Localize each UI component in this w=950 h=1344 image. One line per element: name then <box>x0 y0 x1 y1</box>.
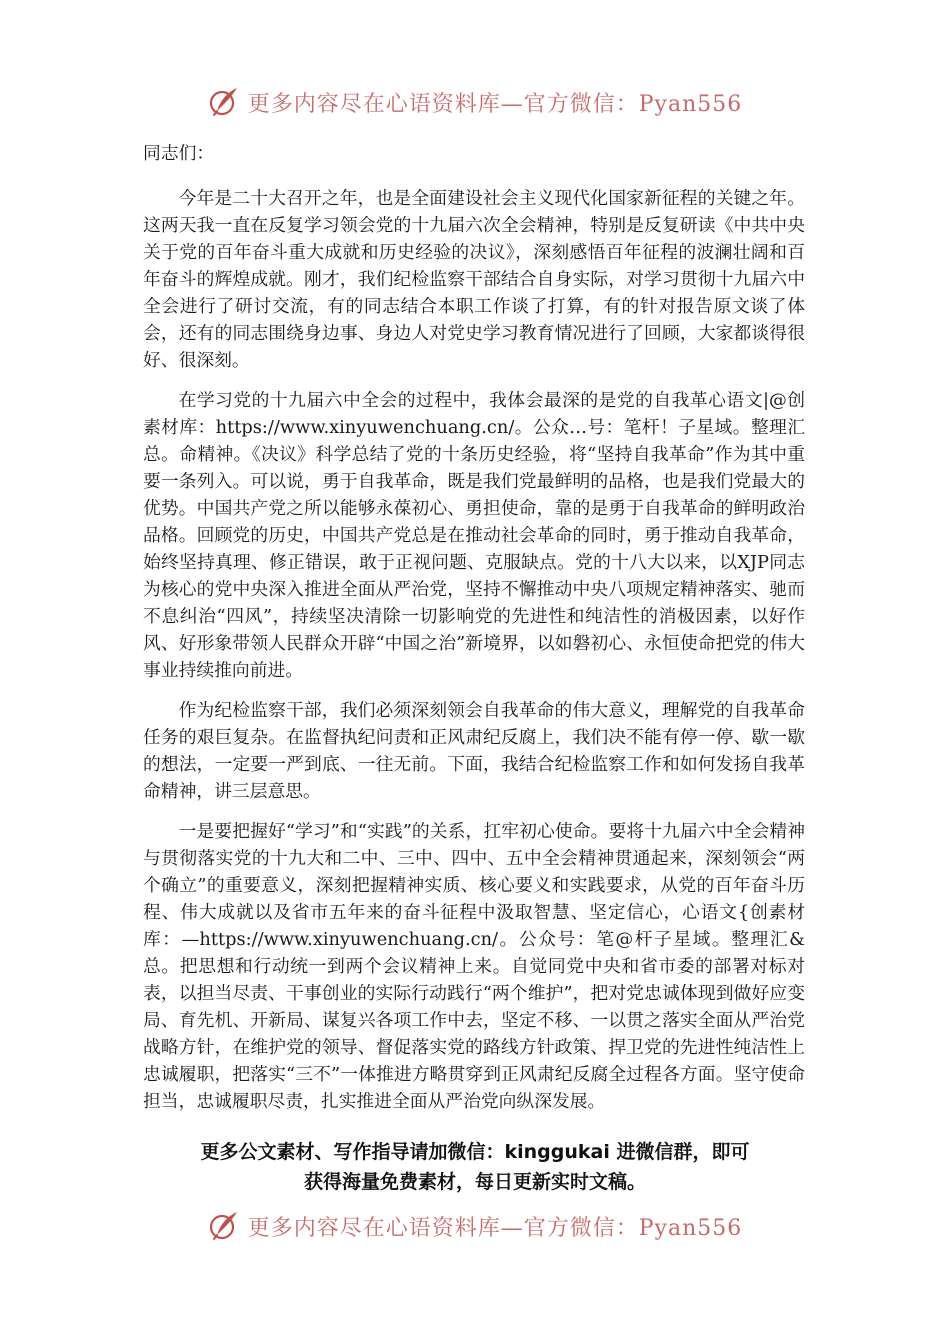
document-body <box>143 140 805 1128</box>
paragraph-2: 在学习党的十九届六中全会的过程中，我体会最深的是党的自我革心语文|@创素材库：https://www.xinyuwenchuang.cn/。公众…号：笔杆！子星域。整理汇总。命精神。《决议》科学总结了党的十条历史经验，将“坚持自我革命”作为其中重要一条列入。可以说，勇于自我革命，既是我们党最鲜明的品格，也是我们党最大的优势。中国共产党之所以能够永葆初心、勇担使命，靠的是勇于自我革命的鲜明政治品格。回顾党的历史，中国共产党总是在推动社会革命的同时，勇于推动自我革命，始终坚持真理、修正错误，敢于正视问题、克服缺点。党的十八大以来，以XJP同志为核心的党中央深入推进全面从严治党，坚持不懈推动中央八项规定精神落实、驰而不息纠治“四风”，持续坚决清除一切影响党的先进性和纯洁性的消极因素，以好作风、好形象带领人民群众开辟“中国之治”新境界，以如磐初心、永恒使命把党的伟大事业持续推向前进。 <box>143 390 805 681</box>
promo-line-1: 更多公文素材、写作指导请加微信：kinggukai 进微信群，即可 <box>200 1141 750 1163</box>
header-banner <box>0 86 950 118</box>
paragraph-3: 作为纪检监察干部，我们必须深刻领会自我革命的伟大意义，理解党的自我革命任务的艰巨复杂。在监督执纪问责和正风肃纪反腐上，我们决不能有停一停、歇一歇的想法，一定要一严到底、一往无前。下面，我结合纪检监察工作和如何发扬自我革命精神，讲三层意思。 <box>143 700 805 802</box>
header-banner-text: 更多内容尽在心语资料库—官方微信：Pyan556 <box>247 91 743 117</box>
promo-notice <box>120 1137 830 1197</box>
paragraph-4: 一是要把握好“学习”和“实践”的关系，扛牢初心使命。要将十九届六中全会精神与贯彻落实党的十九大和二中、三中、四中、五中全会精神贯通起来，深刻领会“两个确立”的重要意义，深刻把握精神实质、核心要义和实践要求，从党的百年奋斗历程、伟大成就以及省市五年来的奋斗征程中汲取智慧、坚定信心，心语文{创素材库：—https://www.xinyuwenchuang.cn/。公众号：笔@杆子星域。整理汇&总。把思想和行动统一到两个会议精神上来。自觉同党中央和省市委的部署对标对表，以担当尽责、干事创业的实际行动践行“两个维护”，把对党忠诚体现到做好应变局、育先机、开新局、谋复兴各项工作中去，坚定不移、一以贯之落实全面从严治党战略方针，在维护党的领导、督促落实党的路线方针政策、捍卫党的先进性纯洁性上忠诚履职，把落实“三不”一体推进方略贯穿到正风肃纪反腐全过程各方面。坚守使命担当，忠诚履职尽责，扎实推进全面从严治党向纵深发展。 <box>143 821 805 1112</box>
footer-banner <box>0 1210 950 1242</box>
paragraph-1: 今年是二十大召开之年，也是全面建设社会主义现代化国家新征程的关键之年。这两天我一直在反复学习领会党的十九届六次全会精神，特别是反复研读《中共中央关于党的百年奋斗重大成就和历史经验的决议》，深刻感悟百年征程的波澜壮阔和百年奋斗的辉煌成就。刚才，我们纪检监察干部结合自身实际，对学习贯彻十九届六中全会进行了研讨交流，有的同志结合本职工作谈了打算，有的针对报告原文谈了体会，还有的同志围绕身边事、身边人对党史学习教育情况进行了回顾，大家都谈得很好、很深刻。 <box>143 188 805 371</box>
quill-logo-icon <box>208 86 240 118</box>
salutation: 同志们： <box>143 143 215 164</box>
promo-line-2: 获得海量免费素材，每日更新实时文稿。 <box>303 1171 646 1193</box>
footer-banner-text: 更多内容尽在心语资料库—官方微信：Pyan556 <box>247 1215 743 1241</box>
quill-logo-icon <box>208 1210 240 1242</box>
